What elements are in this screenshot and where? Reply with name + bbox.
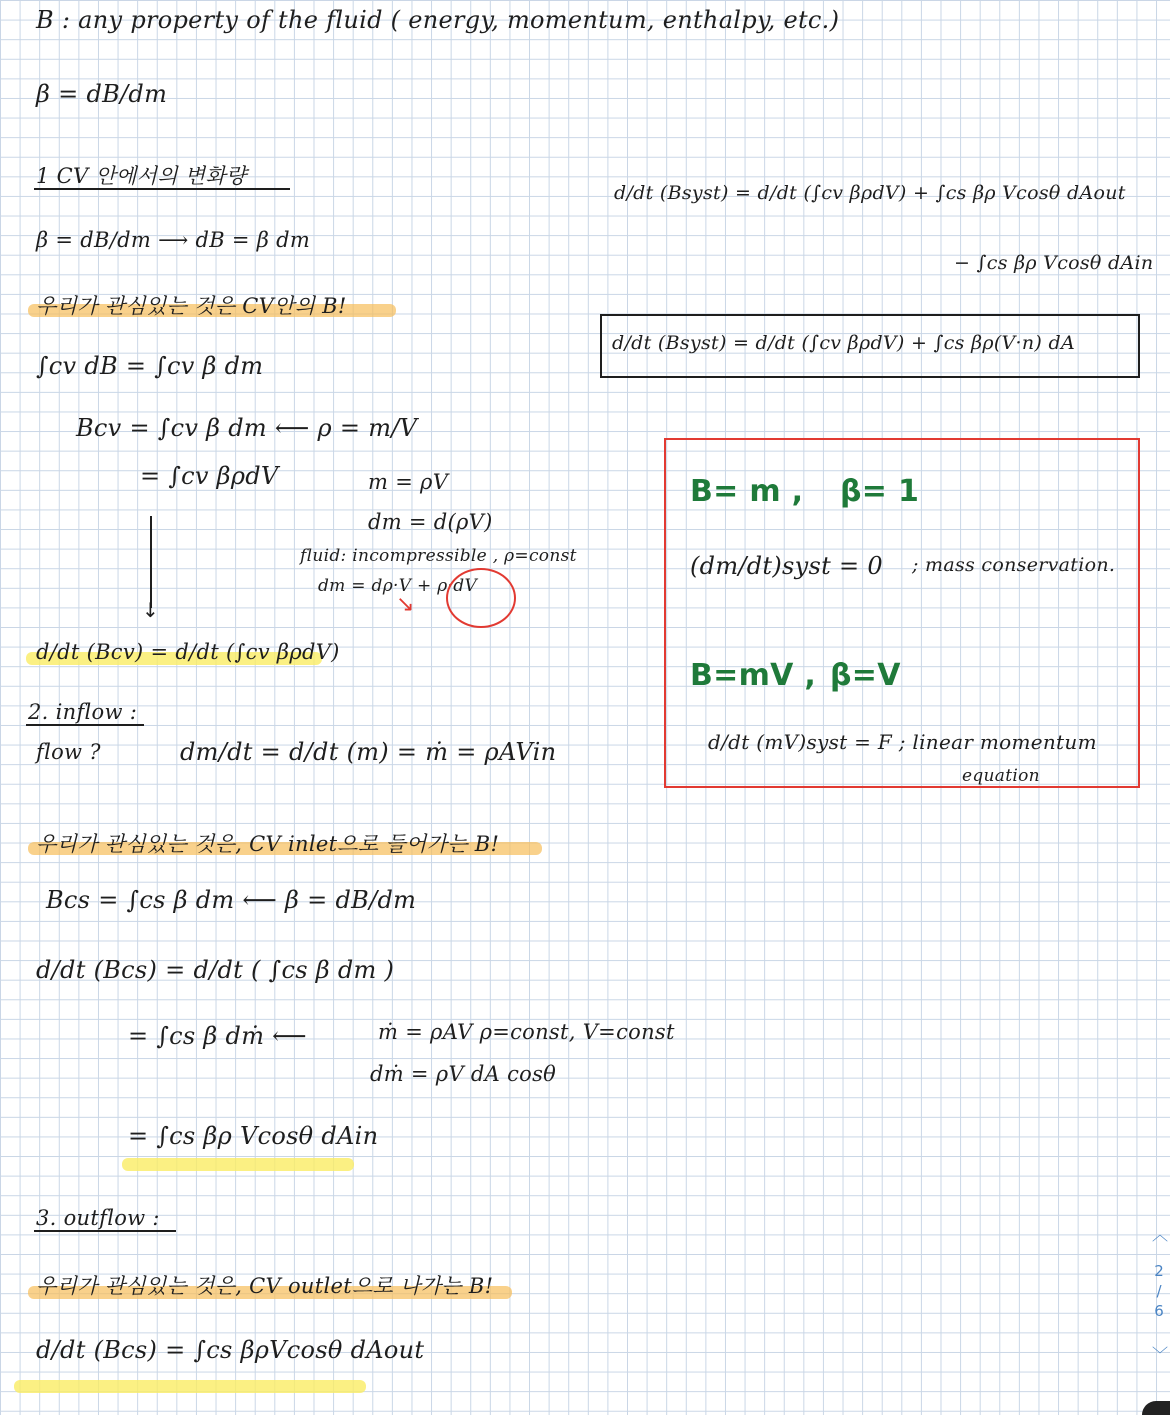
section2-line2: dm/dt = d/dt (m) = ṁ = ρAVin (180, 738, 557, 766)
section1-line9: dm = dρ·V + ρ·dV (318, 576, 478, 596)
mass-case-b: B= m , (690, 474, 804, 509)
definition-line: B : any property of the fluid ( energy, momentum, enthalpy, etc.) (36, 6, 840, 34)
beta-definition: β = dB/dm (36, 80, 168, 108)
section1-line4: Bcv = ∫cv β dm ⟵ ρ = m/V (76, 414, 418, 442)
section2-line7: ṁ = ρAV ρ=const, V=const (378, 1020, 675, 1044)
page-separator: / (1156, 1282, 1162, 1300)
rtt-line1: d/dt (Bsyst) = d/dt (∫cv βρdV) + ∫cs βρ Vcosθ dAout (614, 182, 1126, 204)
section1-line6: m = ρV (368, 470, 449, 494)
section1-line8: fluid: incompressible , ρ=const (300, 546, 577, 566)
rtt-boxed-text: d/dt (Bsyst) = d/dt (∫cv βρdV) + ∫cs βρ(V·n) dA (612, 332, 1075, 354)
section2-line5: d/dt (Bcs) = d/dt ( ∫cs β dm ) (36, 956, 395, 984)
corner-handle (1142, 1401, 1170, 1415)
section1-title: 1 CV 안에서의 변화량 (36, 164, 247, 188)
section1-underline (34, 188, 290, 190)
mass-conservation-label: ; mass conservation. (912, 554, 1116, 576)
section1-line10: d/dt (Bcv) = d/dt (∫cv βρdV) (36, 640, 340, 664)
highlight-yellow-3 (14, 1380, 366, 1393)
red-arrow-icon: ↘ (396, 592, 415, 617)
mass-conservation-eq: (dm/dt)syst = 0 (690, 552, 883, 580)
momentum-eq-label: equation (962, 766, 1040, 786)
section2-line8: dṁ = ρV dA cosθ (370, 1062, 557, 1086)
section3-line1: 우리가 관심있는 것은, CV outlet으로 나가는 B! (36, 1274, 494, 1298)
section2-line9: = ∫cs βρ Vcosθ dAin (128, 1122, 379, 1150)
page-total: 6 (1154, 1302, 1164, 1320)
down-arrow-icon: ↓ (142, 598, 159, 622)
rtt-line2: − ∫cs βρ Vcosθ dAin (954, 252, 1154, 274)
section2-line6: = ∫cs β dṁ ⟵ (128, 1022, 307, 1050)
section1-line5: = ∫cv βρdV (140, 462, 279, 490)
section3-line2: d/dt (Bcs) = ∫cs βρVcosθ dAout (36, 1336, 425, 1364)
mass-case-beta: β= 1 (840, 474, 920, 509)
section1-line3: ∫cv dB = ∫cv β dm (36, 352, 264, 380)
highlight-yellow-2 (122, 1158, 354, 1171)
section2-underline (26, 724, 144, 726)
momentum-case-b: B=mV , (690, 658, 817, 693)
page-current: 2 (1154, 1262, 1164, 1280)
momentum-eq: d/dt (mV)syst = F ; linear momentum (708, 730, 1097, 754)
section1-line1: β = dB/dm ⟶ dB = β dm (36, 228, 311, 252)
section2-line3: 우리가 관심있는 것은, CV inlet으로 들어가는 B! (36, 832, 500, 856)
down-arrow-shaft (150, 516, 152, 608)
section2-line1: flow ? (36, 740, 101, 764)
section2-line4: Bcs = ∫cs β dm ⟵ β = dB/dm (46, 886, 417, 914)
section3-title: 3. outflow : (36, 1206, 160, 1230)
section1-line2: 우리가 관심있는 것은 CV안의 B! (36, 294, 347, 318)
section3-underline (34, 1230, 176, 1232)
red-circle-annotation (446, 568, 516, 628)
section2-title: 2. inflow : (28, 700, 138, 724)
momentum-case-beta: β=V (830, 658, 901, 693)
page-down-icon[interactable]: ﹀ (1151, 1345, 1168, 1364)
section1-line7: dm = d(ρV) (368, 510, 493, 534)
page-up-icon[interactable]: ︿ (1151, 1225, 1168, 1244)
